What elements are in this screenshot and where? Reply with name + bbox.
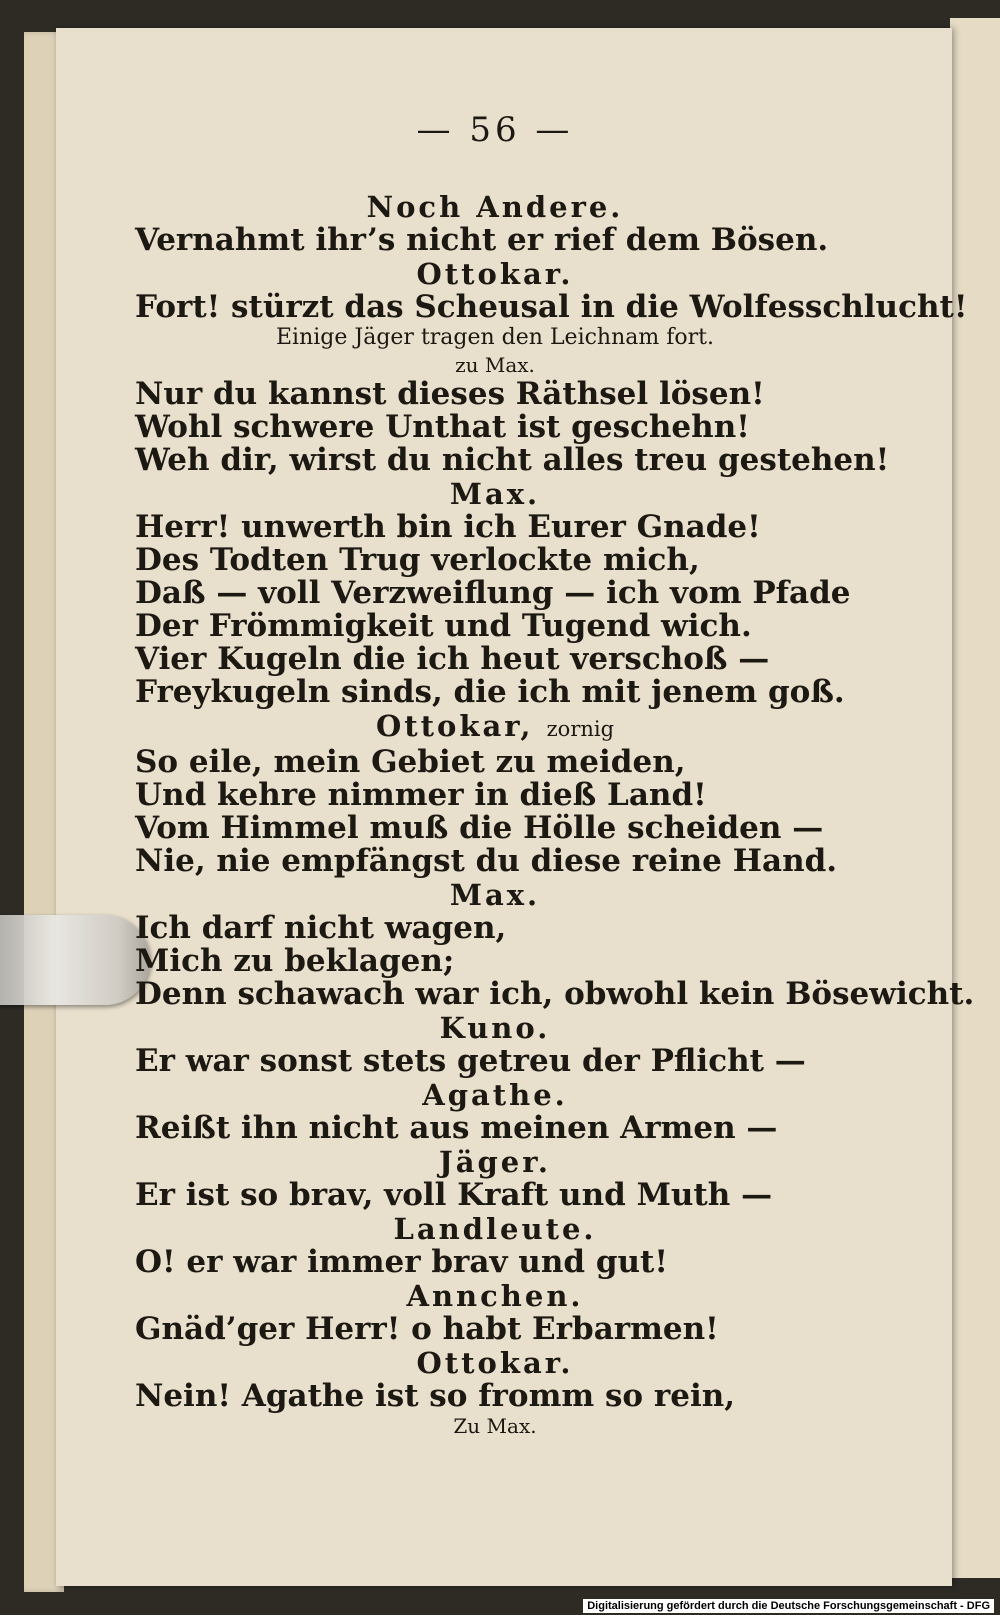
line-text: Ich darf nicht wagen, [135,910,507,946]
speaker-name [135,257,855,291]
line-text: Nein! Agathe ist so fromm so rein, [135,1378,736,1414]
verse-line [135,1045,855,1078]
verse-line [135,577,855,610]
line-text: Wohl schwere Unthat ist geschehn! [135,409,750,445]
line-text: Denn schawach war ich, obwohl kein Bösewicht. [135,976,975,1012]
line-text: Er ist so brav, voll Kraft und Muth — [135,1177,773,1213]
line-text: Reißt ihn nicht aus meinen Armen — [135,1110,778,1146]
line-text: Ottokar. [416,1346,574,1380]
text-lines [135,190,975,1439]
verse-line [135,945,855,978]
line-text: Max. [449,477,541,511]
speaker-name [135,1145,855,1179]
stage-direction [135,324,855,352]
verse-line [135,1313,855,1346]
line-text: Max. [449,878,541,912]
verse-line [135,676,855,709]
verse-line [135,812,855,845]
speaker-name [135,1011,855,1045]
verse-line [135,1246,855,1279]
line-text: Fort! stürzt das Scheusal in die Wolfesschlucht! [135,289,968,325]
verse-line [135,643,855,676]
verse-line [135,1179,855,1212]
speaker-name [135,1346,855,1380]
verse-line [135,289,968,325]
verse-line [135,912,855,945]
verse-line [135,544,855,577]
stage-note: zornig [546,717,615,741]
facing-page-edge [950,18,1000,1578]
line-text: zu Max. [455,353,535,377]
line-text: So eile, mein Gebiet zu meiden, [135,744,686,780]
speaker-name [135,709,855,746]
line-text: Ottokar, [375,709,534,743]
line-text: Freykugeln sinds, die ich mit jenem goß. [135,674,845,710]
verse-line [135,779,855,812]
speaker-name [135,1212,855,1246]
stage-direction [135,352,855,378]
page-text [135,80,975,1439]
verse-line [135,976,975,1012]
stage-direction [135,1413,855,1439]
speaker-name [135,878,855,912]
line-text: Vom Himmel muß die Hölle scheiden — [135,810,824,846]
line-text: Einige Jäger tragen den Leichnam fort. [276,325,714,350]
line-text: Vier Kugeln die ich heut verschoß — [135,641,770,677]
line-text: Kuno. [439,1011,551,1045]
line-text: Er war sonst stets getreu der Pflicht — [135,1043,806,1079]
verse-line [135,378,855,411]
line-text: Landleute. [393,1212,597,1246]
line-text: Annchen. [406,1279,584,1313]
line-text: Ottokar. [416,257,574,291]
verse-line [135,845,855,878]
verse-line [135,411,855,444]
speaker-name [135,1279,855,1313]
verse-line [135,224,855,257]
verse-line [135,1380,855,1413]
line-text: Mich zu beklagen; [135,943,455,979]
line-text: Herr! unwerth bin ich Eurer Gnade! [135,509,761,545]
line-text: Der Frömmigkeit und Tugend wich. [135,608,752,644]
line-text: Jäger. [439,1145,551,1179]
funding-footer: Digitalisierung gefördert durch die Deutsche Forschungsgemeinschaft - DFG [583,1599,994,1613]
page-number: — 56 — [416,110,574,150]
verse-line [135,442,890,478]
verse-line [135,746,855,779]
line-text: Nur du kannst dieses Räthsel lösen! [135,376,765,412]
line-text: Noch Andere. [366,190,624,224]
line-text: Daß — voll Verzweiflung — ich vom Pfade [135,575,851,611]
line-text: Weh dir, wirst du nicht alles treu gestehen! [135,442,890,478]
page-clip-icon [0,915,150,1005]
line-text: Gnäd’ger Herr! o habt Erbarmen! [135,1311,719,1347]
line-text: Nie, nie empfängst du diese reine Hand. [135,843,838,879]
line-text: Agathe. [422,1078,568,1112]
verse-line [135,511,855,544]
line-text: Zu Max. [453,1414,537,1438]
verse-line [135,1112,855,1145]
line-text: Vernahmt ihr’s nicht er rief dem Bösen. [135,222,829,258]
speaker-name [135,1078,855,1112]
speaker-name [135,477,855,511]
line-text: Und kehre nimmer in dieß Land! [135,777,707,813]
verse-line [135,610,855,643]
line-text: Des Todten Trug verlockte mich, [135,542,700,578]
speaker-name [135,190,855,224]
line-text: O! er war immer brav und gut! [135,1244,668,1280]
